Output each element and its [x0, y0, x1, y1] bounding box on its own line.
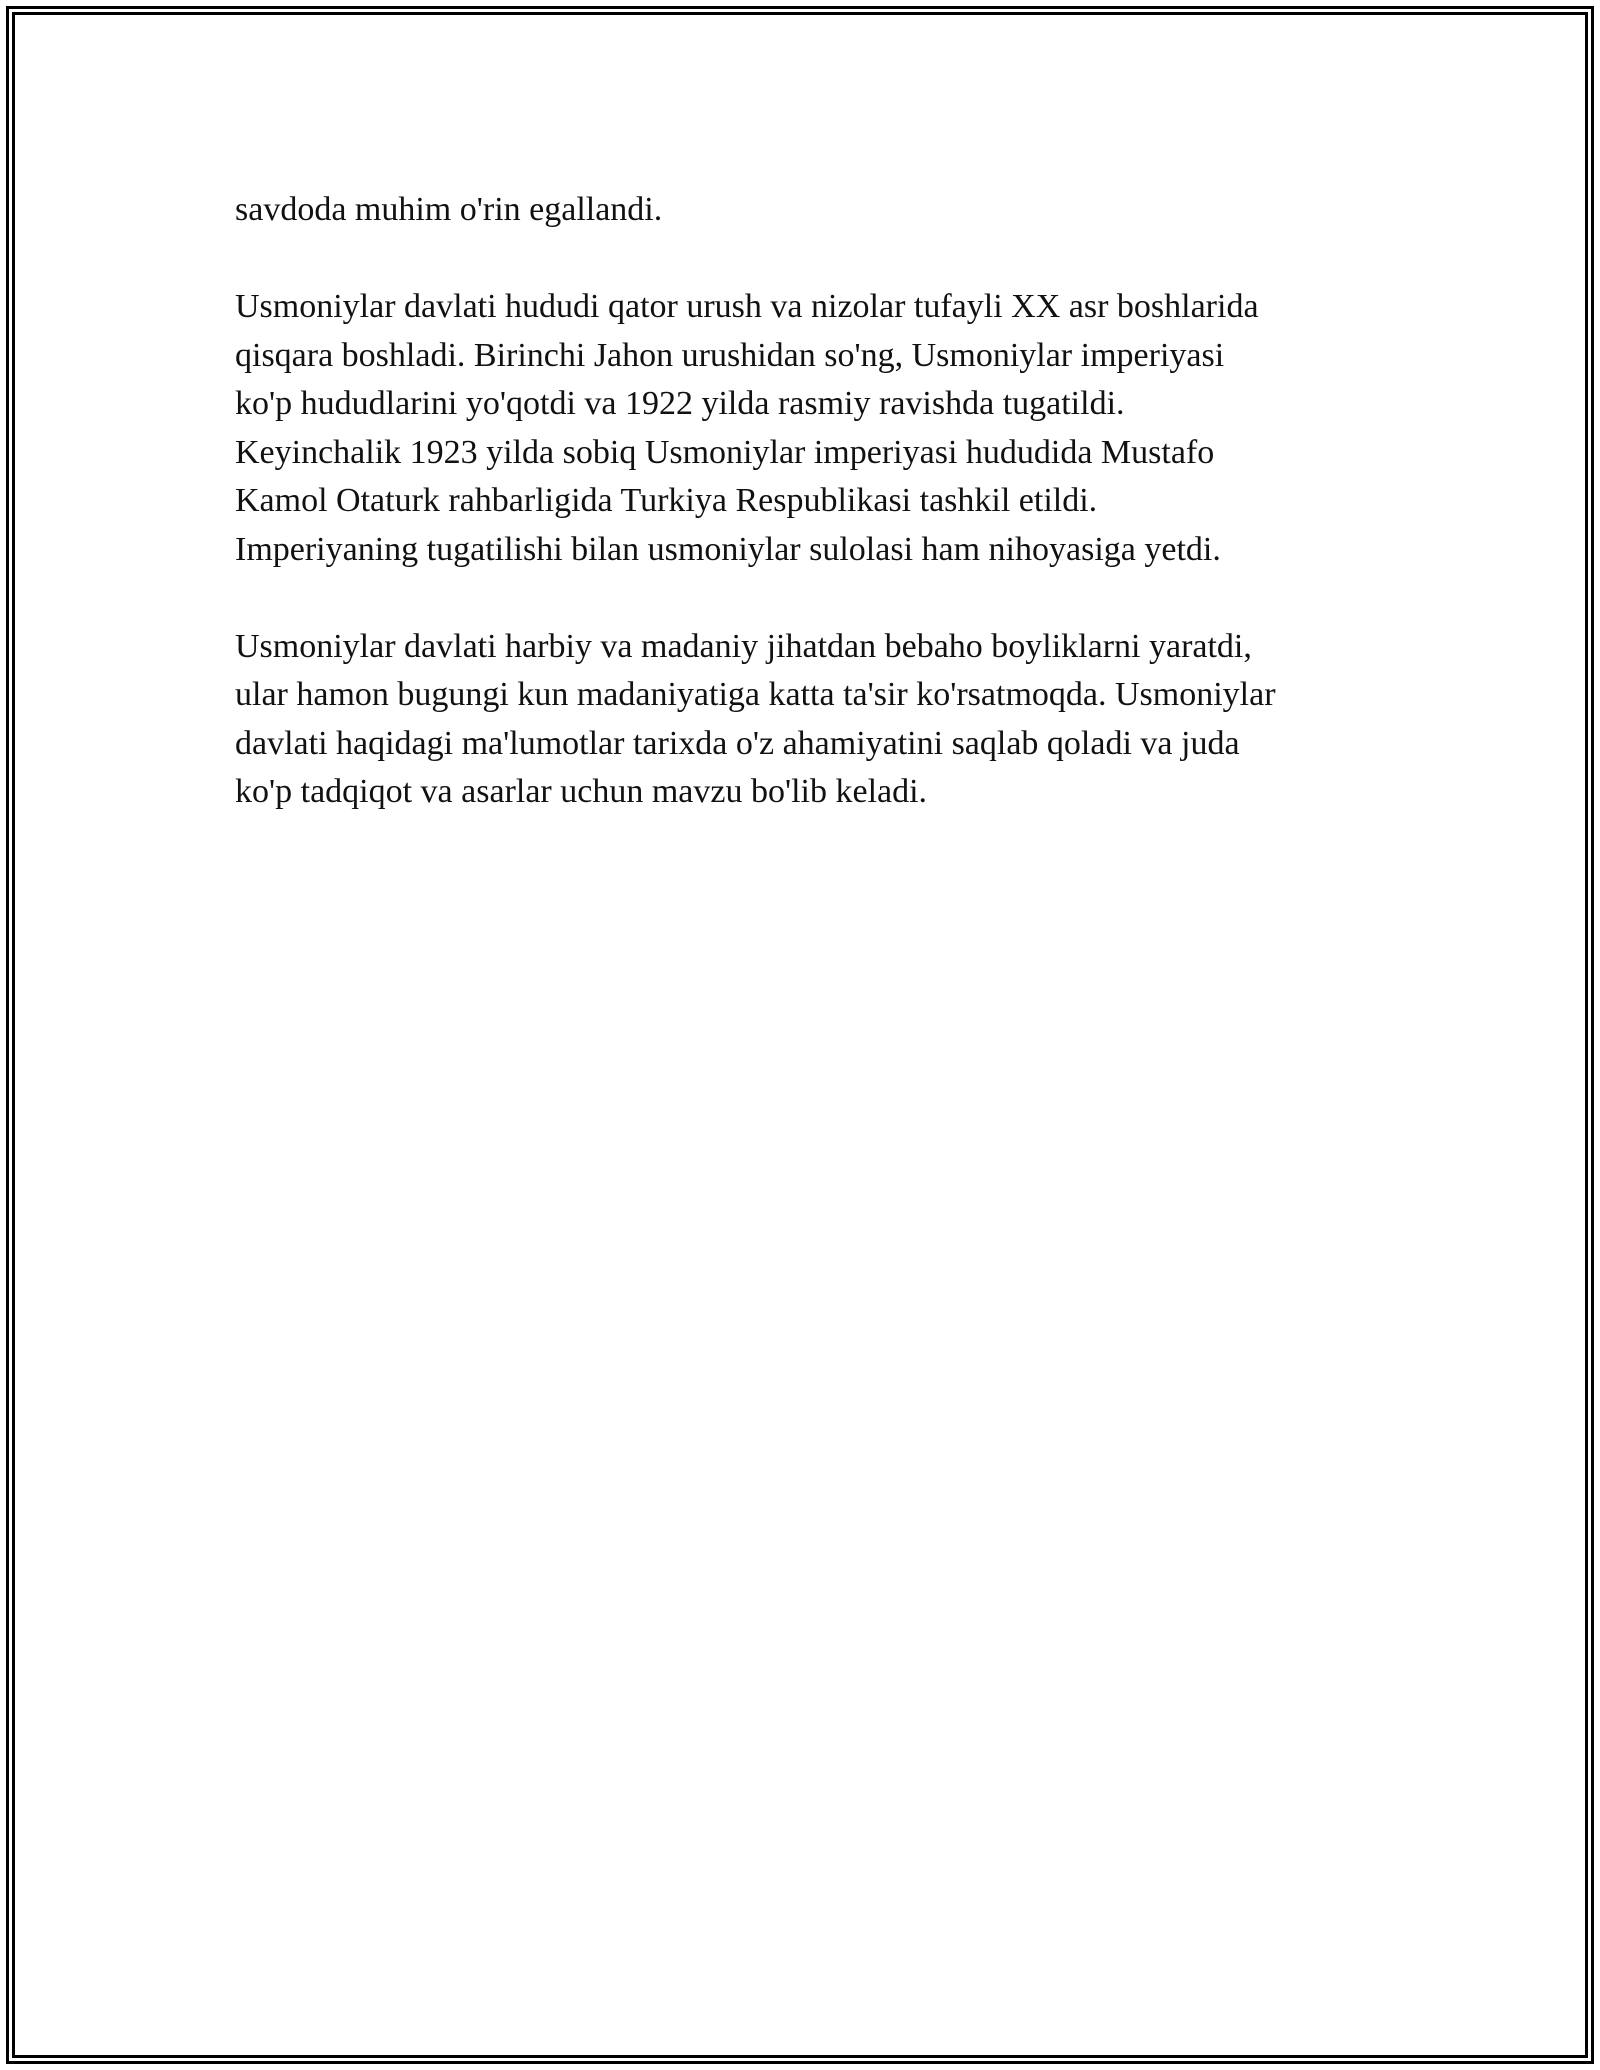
text-line: qisqara boshladi. Birinchi Jahon urushidan so'ng, Usmoniylar imperiyasi: [235, 336, 1225, 374]
text-line: davlati haqidagi ma'lumotlar tarixda o'z ahamiyatini saqlab qoladi va juda: [235, 724, 1240, 762]
text-line: Usmoniylar davlati hududi qator urush va nizolar tufayli XX asr boshlarida: [235, 288, 1259, 325]
text-line: Keyinchalik 1923 yilda sobiq Usmoniylar imperiyasi hududida Mustafo: [235, 433, 1215, 471]
document-body: [235, 186, 1395, 865]
text-line: ko'p hududlarini yo'qotdi va 1922 yilda rasmiy ravishda tugatildi.: [235, 385, 1125, 422]
paragraph-1: [235, 186, 1395, 235]
text-line: savdoda muhim o'rin egallandi.: [235, 191, 663, 228]
paragraph-3: [235, 623, 1395, 817]
text-line: ko'p tadqiqot va asarlar uchun mavzu bo'lib keladi.: [235, 773, 928, 810]
paragraph-2: [235, 283, 1395, 574]
text-line: ular hamon bugungi kun madaniyatiga katta ta'sir ko'rsatmoqda. Usmoniylar: [235, 676, 1276, 713]
text-line: Kamol Otaturk rahbarligida Turkiya Respublikasi tashkil etildi.: [235, 482, 1098, 519]
text-line: Usmoniylar davlati harbiy va madaniy jihatdan bebaho boyliklarni yaratdi,: [235, 627, 1252, 665]
text-line: Imperiyaning tugatilishi bilan usmoniylar sulolasi ham nihoyasiga yetdi.: [235, 530, 1221, 568]
